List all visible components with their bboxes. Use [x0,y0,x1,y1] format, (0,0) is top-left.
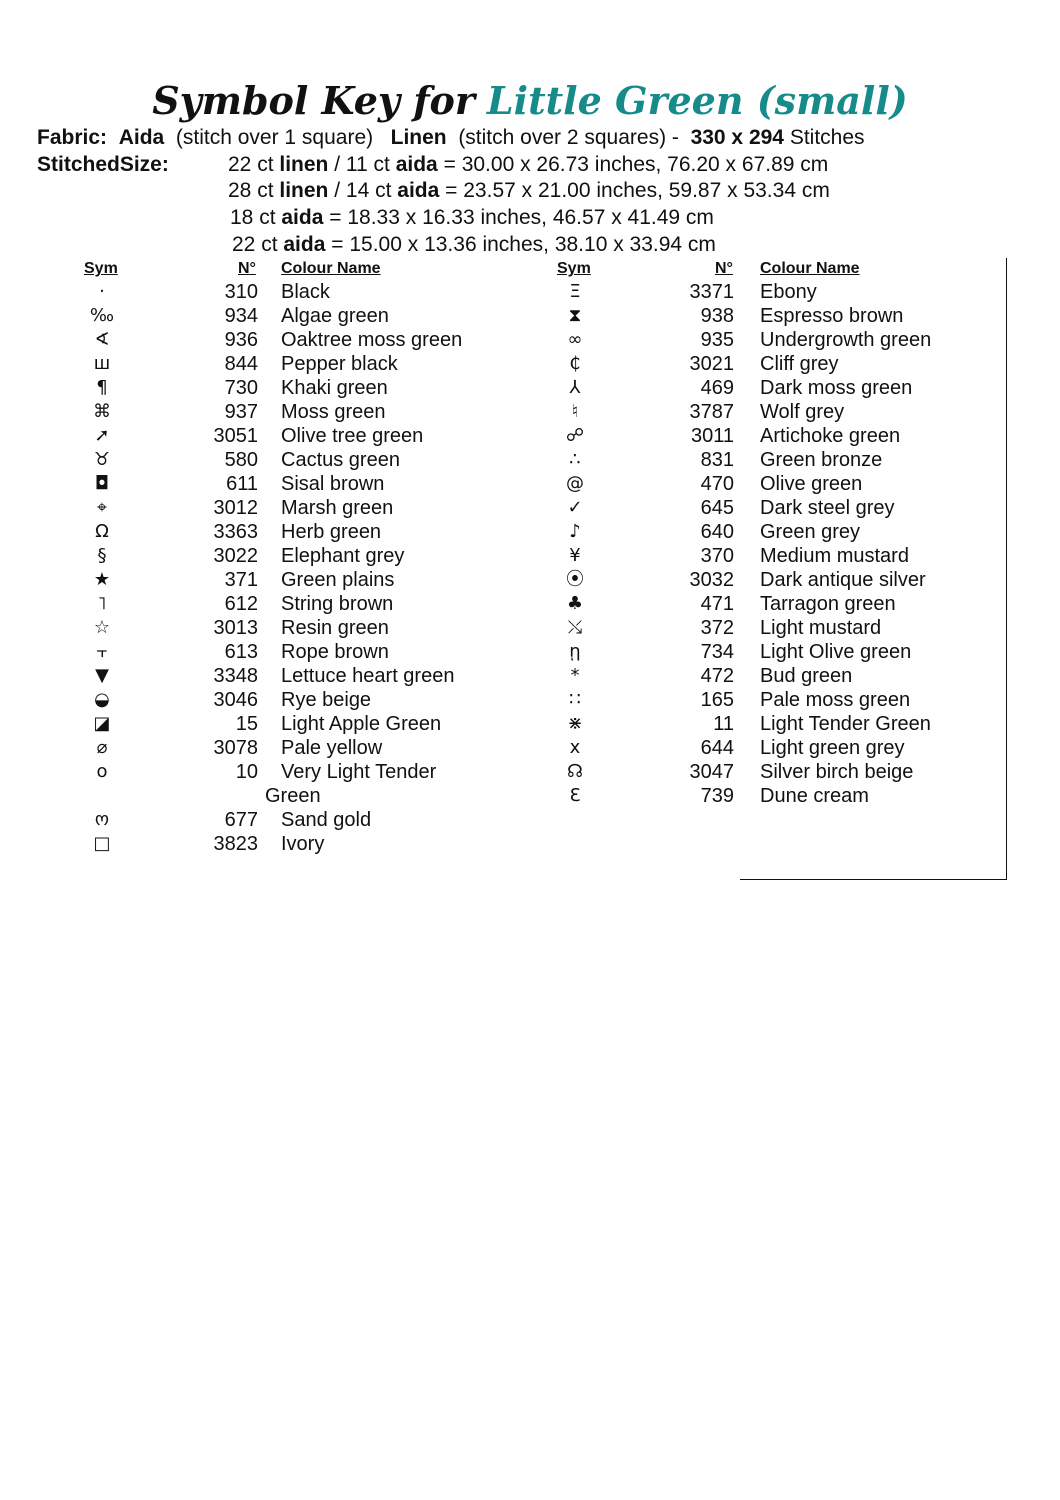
colour-name: Green grey [760,521,861,543]
key-row [0,448,1060,472]
symbol-icon: ◪ [93,713,111,734]
symbol-icon: ☊ [567,761,583,782]
thread-number: 165 [700,689,734,711]
key-row [0,664,1060,688]
colour-name: Rye beige [281,689,372,711]
symbol-icon: ∷ [569,689,581,710]
symbol-icon: ▼ [95,665,109,686]
symbol-icon: @ [566,473,584,494]
colour-name: Light Tender Green [760,713,931,735]
symbol-icon: ♉ [93,449,111,470]
symbol-icon: ∴ [569,449,581,470]
colour-name: Ebony [760,281,817,303]
symbol-icon: ⌖ [96,497,108,518]
symbol-icon: ◒ [94,689,110,710]
colour-name: Dark moss green [760,377,913,399]
thread-number: 469 [700,377,734,399]
symbol-icon: ◘ [94,473,110,494]
symbol-icon: ¥ [569,545,581,566]
colour-name-continued: Green [265,785,321,807]
pattern-name: Little Green (small) [486,78,908,123]
thread-number: 640 [700,521,734,543]
key-row [0,592,1060,616]
right-border-line [1006,258,1007,880]
symbol-icon: ➚ [94,425,110,446]
key-row [0,640,1060,664]
key-row [0,328,1060,352]
colour-name: Light green grey [760,737,905,759]
colour-name: Dark steel grey [760,497,895,519]
symbol-icon: ☆ [93,617,111,638]
colour-name: Green bronze [760,449,883,471]
symbol-icon: ✓ [567,497,583,518]
thread-number: 11 [713,713,734,735]
header-sym-right: Sym [557,260,591,277]
symbol-icon: ˥ [97,593,107,614]
colour-name: Sisal brown [281,473,385,495]
size-mid: / 14 ct [334,179,392,202]
header-num-left: N° [238,260,256,277]
thread-number: 831 [700,449,734,471]
colour-name: Khaki green [281,377,388,399]
symbol-icon: ☍ [565,425,585,446]
symbol-icon: ⅄ [569,377,581,398]
symbol-icon: · [99,281,105,302]
colour-name: Elephant grey [281,545,405,567]
symbol-icon: ‰ [89,305,115,326]
stitched-size-label-line [37,152,169,178]
size-line-2 [228,178,830,204]
colour-name: Herb green [281,521,382,543]
colour-name: Rope brown [281,641,389,663]
symbol-icon: ⫟ [96,641,108,662]
key-row [0,688,1060,712]
thread-number: 580 [224,449,258,471]
colour-name: Pale yellow [281,737,383,759]
size-fabric: linen [279,153,329,176]
thread-number: 730 [224,377,258,399]
size-line-4 [232,232,716,258]
thread-number: 3021 [689,353,734,375]
symbol-icon: ♣ [566,593,584,614]
symbol-icon: ⌀ [96,737,108,758]
colour-name: Espresso brown [760,305,904,327]
thread-number: 613 [224,641,258,663]
key-row [0,760,1060,784]
colour-name: Wolf grey [760,401,845,423]
thread-number: 612 [224,593,258,615]
page-title [0,78,1060,124]
thread-number: 372 [700,617,734,639]
key-row [0,496,1060,520]
fabric-linen: Linen [390,126,447,149]
symbol-icon: Ω [95,521,109,542]
colour-name: Undergrowth green [760,329,932,351]
colour-name: Cactus green [281,449,400,471]
header-name-right: Colour Name [760,260,860,277]
symbol-icon: ⌘ [93,401,111,422]
size-fabric: linen [279,179,329,202]
key-row [0,712,1060,736]
thread-number: 10 [235,761,258,783]
fabric-aida-note: (stitch over 1 square) [175,126,374,149]
colour-name: Olive green [760,473,863,495]
key-row [0,352,1060,376]
thread-number: 3012 [213,497,258,519]
symbol-icon: Ɛ [569,785,581,806]
thread-number: 310 [224,281,258,303]
key-row [0,304,1060,328]
colour-name: Moss green [281,401,386,423]
colour-name: Dark antique silver [760,569,926,591]
header-num-right: N° [715,260,733,277]
colour-name: Oaktree moss green [281,329,463,351]
thread-number: 3787 [689,401,734,423]
thread-number: 3051 [213,425,258,447]
fabric-label: Fabric: [37,126,108,149]
colour-name: Bud green [760,665,853,687]
colour-name: Algae green [281,305,389,327]
thread-number: 611 [226,473,258,495]
colour-name: Resin green [281,617,389,639]
symbol-icon: * [570,665,580,686]
thread-number: 844 [224,353,258,375]
colour-name: Medium mustard [760,545,909,567]
thread-number: 3823 [213,833,258,855]
symbol-icon: ⧗ [568,305,582,326]
colour-name: Marsh green [281,497,394,519]
thread-number: 3078 [213,737,258,759]
size-mid: / 11 ct [334,153,390,176]
thread-number: 3348 [213,665,258,687]
colour-name: Pepper black [281,353,398,375]
fabric-line [37,125,865,151]
colour-name: Ivory [281,833,325,855]
symbol-icon: ♮ [571,401,579,422]
size-line-3 [230,205,714,231]
thread-number: 3022 [213,545,258,567]
colour-name: String brown [281,593,394,615]
thread-number: 3363 [213,521,258,543]
key-row [0,736,1060,760]
symbol-icon: Ξ [569,281,581,302]
size-dims: = 18.33 x 16.33 inches, 46.57 x 41.49 cm [329,206,714,229]
thread-number: 644 [700,737,734,759]
size-ct: 22 ct [228,153,274,176]
size-fabric-2: aida [395,153,438,176]
key-row [0,616,1060,640]
key-row [0,544,1060,568]
fabric-aida: Aida [118,126,165,149]
size-ct: 28 ct [228,179,274,202]
size-dims: = 15.00 x 13.36 inches, 38.10 x 33.94 cm [331,233,716,256]
size-fabric: aida [281,206,324,229]
thread-number: 3032 [689,569,734,591]
colour-name: Very Light Tender [281,761,437,783]
header-name-left: Colour Name [281,260,381,277]
thread-number: 15 [235,713,258,735]
size-ct: 18 ct [230,206,276,229]
symbol-icon: ♪ [569,521,581,542]
colour-name: Black [281,281,330,303]
thread-number: 3047 [689,761,734,783]
symbol-icon: ო [94,809,110,830]
stitched-size-label: StitchedSize: [37,153,169,176]
symbol-icon: ₵ [569,353,581,374]
symbol-icon: § [97,545,107,566]
thread-number: 3011 [690,425,734,447]
colour-name: Dune cream [760,785,869,807]
thread-number: 934 [224,305,258,327]
symbol-icon: ⤯ [567,617,583,638]
symbol-icon: ш [93,353,111,374]
size-fabric-2: aida [397,179,440,202]
colour-name: Pale moss green [760,689,911,711]
key-row [0,400,1060,424]
thread-number: 470 [700,473,734,495]
symbol-icon: x [569,737,581,758]
thread-number: 645 [700,497,734,519]
thread-number: 370 [700,545,734,567]
fabric-linen-note: (stitch over 2 squares) - [458,126,679,149]
thread-number: 471 [700,593,734,615]
size-dims: = 30.00 x 26.73 inches, 76.20 x 67.89 cm [443,153,829,176]
key-row [0,808,1060,832]
key-row [0,520,1060,544]
symbol-icon: □ [93,833,111,854]
thread-number: 936 [224,329,258,351]
size-dims: = 23.57 x 21.00 inches, 59.87 x 53.34 cm [445,179,830,202]
thread-number: 371 [224,569,258,591]
colour-name: Olive tree green [281,425,424,447]
key-row [0,568,1060,592]
thread-number: 3013 [213,617,258,639]
key-row [0,424,1060,448]
thread-number: 935 [700,329,734,351]
symbol-icon: ¶ [96,377,108,398]
symbol-icon: ῃ [569,641,581,662]
colour-name: Lettuce heart green [281,665,455,687]
title-prefix: Symbol Key for [152,78,475,123]
thread-number: 3371 [689,281,734,303]
bottom-border-line [740,879,1007,880]
symbol-icon: ∞ [567,329,583,350]
thread-number: 472 [700,665,734,687]
colour-name: Artichoke green [760,425,901,447]
stitches-word: Stitches [789,126,865,149]
colour-name: Green plains [281,569,395,591]
key-row [0,280,1060,304]
key-row [0,472,1060,496]
symbol-icon: ⋇ [567,713,583,734]
thread-number: 3046 [213,689,258,711]
symbol-icon: ⦿ [566,569,584,590]
key-row [0,784,1060,808]
colour-name: Tarragon green [760,593,896,615]
colour-name: Light Apple Green [281,713,442,735]
colour-name: Light mustard [760,617,882,639]
header-sym-left: Sym [84,260,118,277]
symbol-icon: ★ [93,569,111,590]
size-ct: 22 ct [232,233,278,256]
size-line-1 [228,152,828,178]
key-row [0,376,1060,400]
thread-number: 677 [224,809,258,831]
thread-number: 937 [224,401,258,423]
symbol-icon: ∢ [94,329,110,350]
colour-name: Cliff grey [760,353,839,375]
size-fabric: aida [283,233,326,256]
colour-name: Sand gold [281,809,372,831]
colour-name: Light Olive green [760,641,912,663]
thread-number: 734 [700,641,734,663]
thread-number: 938 [700,305,734,327]
key-row [0,832,1060,856]
symbol-icon: o [96,761,108,782]
colour-name: Silver birch beige [760,761,914,783]
thread-number: 739 [700,785,734,807]
stitch-count: 330 x 294 [690,126,784,149]
